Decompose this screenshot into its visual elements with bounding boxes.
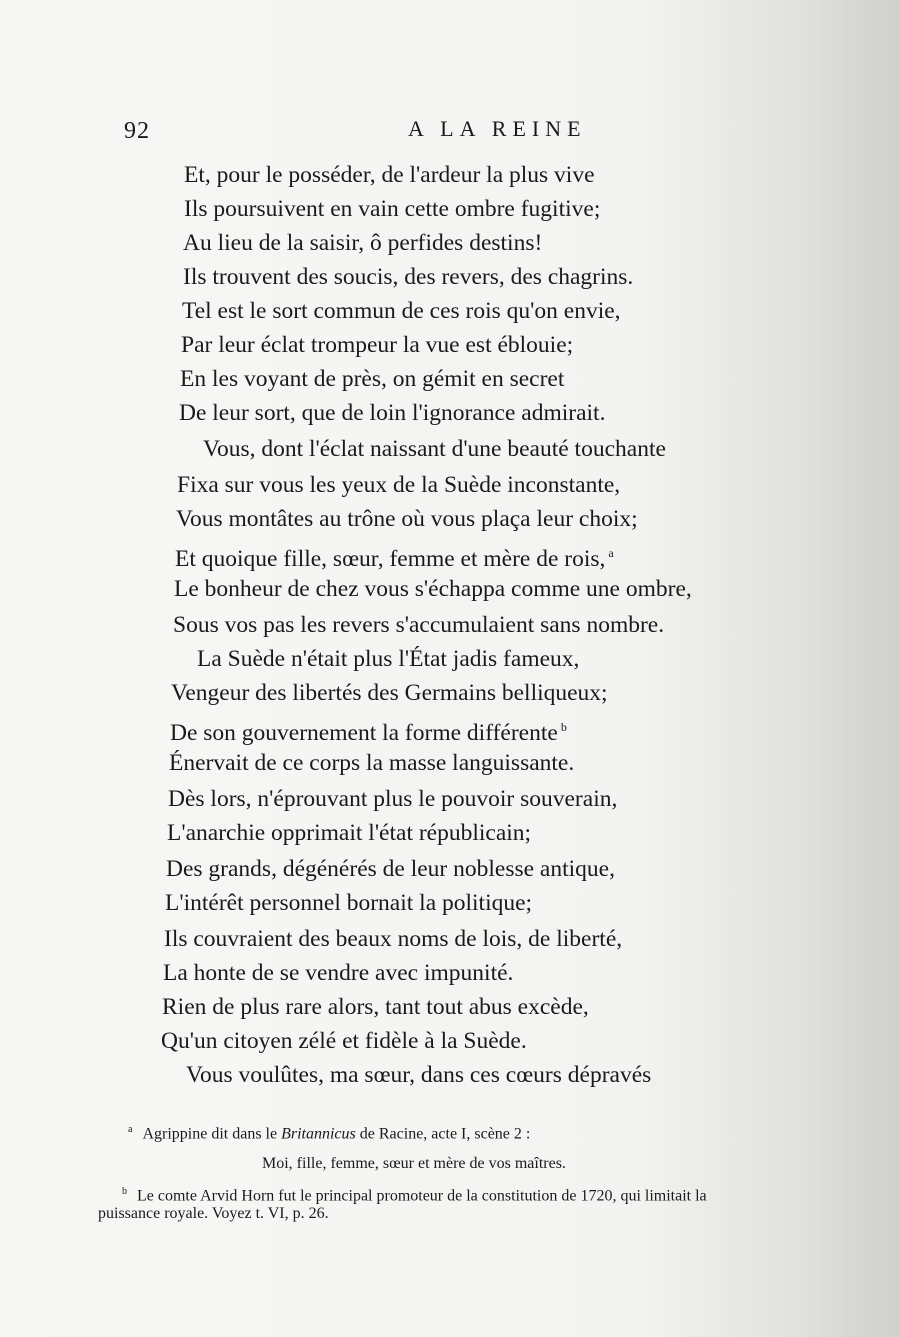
verse-line: Ils trouvent des soucis, des revers, des chagrins. <box>183 264 634 290</box>
verse-line: Ils poursuivent en vain cette ombre fugitive; <box>184 196 601 222</box>
verse-line: L'intérêt personnel bornait la politique; <box>165 890 533 916</box>
verse-line: Et, pour le posséder, de l'ardeur la plus vive <box>184 162 595 188</box>
verse-line: Vous voulûtes, ma sœur, dans ces cœurs dépravés <box>186 1062 652 1088</box>
verse-line: Vengeur des libertés des Germains belliqueux; <box>171 680 608 706</box>
footnote-work-title: Britannicus <box>281 1125 356 1143</box>
verse-line: Énervait de ce corps la masse languissante. <box>169 750 575 776</box>
verse-line: La Suède n'était plus l'État jadis fameux, <box>197 646 580 672</box>
verse-text: Et quoique fille, sœur, femme et mère de rois, <box>175 545 606 572</box>
verse-line: Rien de plus rare alors, tant tout abus excède, <box>162 994 589 1020</box>
footnote-marker: b <box>560 720 567 734</box>
verse-line: Ils couvraient des beaux noms de lois, de liberté, <box>164 926 623 952</box>
footnote-marker: a <box>608 546 614 560</box>
footnote-b <box>122 1182 707 1206</box>
verse-line <box>170 712 567 748</box>
footnote-a-quote: Moi, fille, femme, sœur et mère de vos maîtres. <box>262 1155 566 1172</box>
verse-line: Des grands, dégénérés de leur noblesse antique, <box>166 856 615 882</box>
verse-line: Vous montâtes au trône où vous plaça leur choix; <box>176 506 638 532</box>
verse-line: Vous, dont l'éclat naissant d'une beauté touchante <box>203 436 666 462</box>
verse-line: Dès lors, n'éprouvant plus le pouvoir souverain, <box>168 786 618 812</box>
verse-line <box>175 538 614 574</box>
verse-line: Qu'un citoyen zélé et fidèle à la Suède. <box>161 1028 527 1054</box>
page-number: 92 <box>124 118 150 144</box>
verse-line: L'anarchie opprimait l'état républicain; <box>167 820 532 846</box>
verse-line: Fixa sur vous les yeux de la Suède inconstante, <box>177 472 621 498</box>
verse-line: Tel est le sort commun de ces rois qu'on envie, <box>182 298 621 324</box>
verse-line: Au lieu de la saisir, ô perfides destins! <box>183 230 543 256</box>
footnote-text: Le comte Arvid Horn fut le principal promoteur de la constitution de 1720, qui limitait la <box>137 1187 707 1205</box>
footnote-a <box>128 1120 530 1144</box>
verse-line: Par leur éclat trompeur la vue est éblouie; <box>181 332 574 358</box>
footnote-b-continued: puissance royale. Voyez t. VI, p. 26. <box>98 1205 329 1222</box>
footnote-marker: b <box>122 1186 127 1197</box>
running-head: A LA REINE <box>408 116 587 141</box>
verse-line: Le bonheur de chez vous s'échappa comme une ombre, <box>174 576 692 602</box>
verse-line: Sous vos pas les revers s'accumulaient sans nombre. <box>173 612 665 638</box>
verse-text: De son gouvernement la forme différente <box>170 719 558 746</box>
footnote-text: Agrippine dit dans le <box>142 1125 282 1143</box>
verse-line: En les voyant de près, on gémit en secret <box>180 366 565 392</box>
footnote-marker: a <box>128 1124 133 1135</box>
verse-line: De leur sort, que de loin l'ignorance admirait. <box>179 400 606 426</box>
footnote-text: de Racine, acte I, scène 2 : <box>355 1125 531 1143</box>
verse-line: La honte de se vendre avec impunité. <box>163 960 514 986</box>
